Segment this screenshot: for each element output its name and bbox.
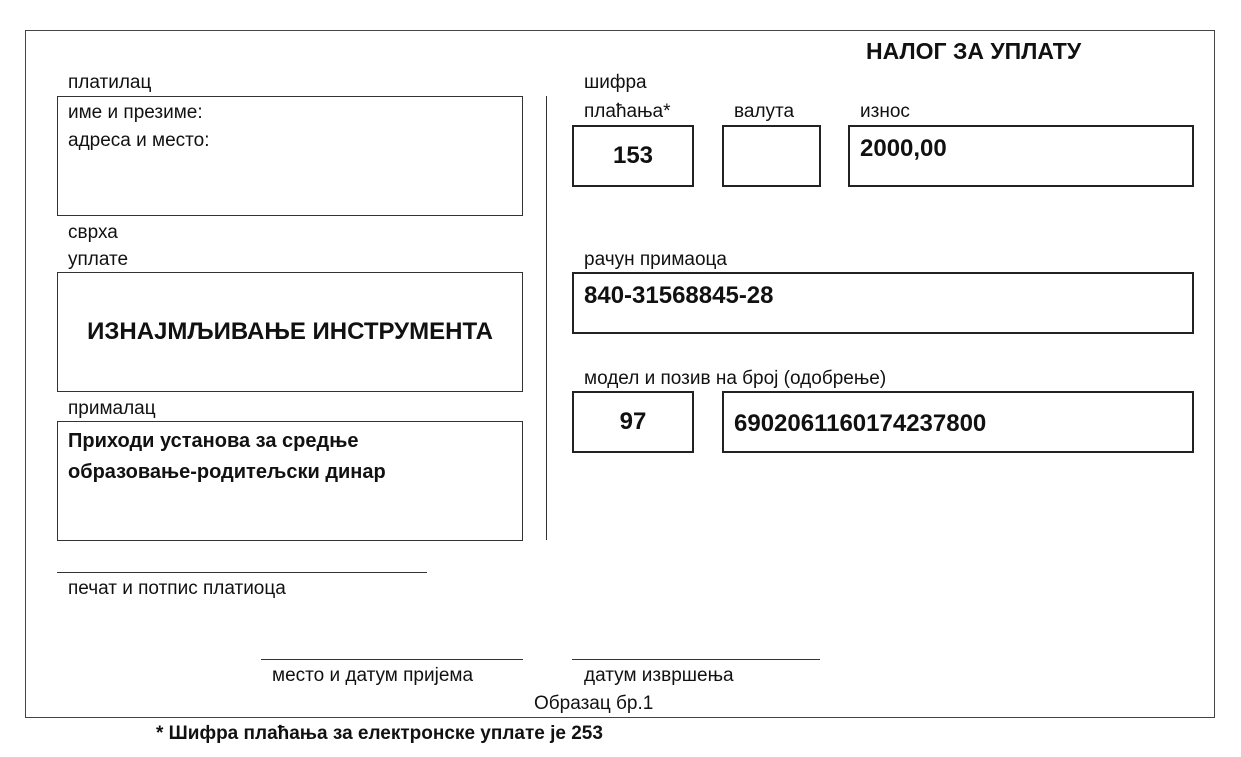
amount-value: 2000,00 xyxy=(860,135,947,162)
execution-date-label: датум извршења xyxy=(584,665,734,686)
reference-number-value: 69020611601742378​00 xyxy=(734,410,987,437)
payer-box[interactable] xyxy=(57,96,523,216)
place-date-received-line xyxy=(261,659,523,660)
recipient-box[interactable] xyxy=(57,421,523,541)
column-divider xyxy=(546,96,547,540)
form-number: Образац бр.1 xyxy=(534,693,654,714)
account-field[interactable] xyxy=(572,272,1194,334)
place-date-received-label: место и датум пријема xyxy=(272,665,474,686)
payer-signature-line xyxy=(57,572,427,573)
recipient-label: прималац xyxy=(68,398,156,419)
currency-label: валута xyxy=(734,101,795,122)
model-field[interactable] xyxy=(572,391,694,453)
payment-code-value: 153 xyxy=(612,142,654,169)
payment-code-label-line2: плаћања* xyxy=(584,101,671,122)
purpose-value: ИЗНАЈМЉИВАЊЕ ИНСТРУМЕНТА xyxy=(87,318,493,345)
payer-label: платилац xyxy=(68,72,152,93)
purpose-label-line2: уплате xyxy=(68,249,129,270)
reference-number-field[interactable] xyxy=(722,391,1194,453)
amount-field[interactable] xyxy=(848,125,1194,187)
purpose-label-line1: сврха xyxy=(68,222,118,243)
form-title: НАЛОГ ЗА УПЛАТУ xyxy=(866,38,1082,64)
amount-label: износ xyxy=(860,101,910,122)
recipient-value-line1: Приходи установа за средње xyxy=(68,430,359,452)
payer-signature-label: печат и потпис платиоца xyxy=(68,578,286,599)
currency-field[interactable] xyxy=(722,125,821,187)
purpose-box[interactable] xyxy=(57,272,523,392)
payment-code-label-line1: шифра xyxy=(584,72,647,93)
account-value: 840-31568845-28 xyxy=(584,282,774,309)
account-label: рачун примаоца xyxy=(584,249,728,270)
recipient-value-line2: образовање-родитељски динар xyxy=(68,461,386,483)
model-value: 97 xyxy=(619,408,647,435)
reference-label: модел и позив на број (одобрење) xyxy=(584,368,887,389)
electronic-payment-note: * Шифра плаћања за електронске уплате је 253 xyxy=(156,723,603,744)
payment-code-field[interactable] xyxy=(572,125,694,187)
execution-date-line xyxy=(572,659,820,660)
payer-name-label: име и презиме: xyxy=(68,102,203,123)
payer-address-label: адреса и место: xyxy=(68,130,210,151)
